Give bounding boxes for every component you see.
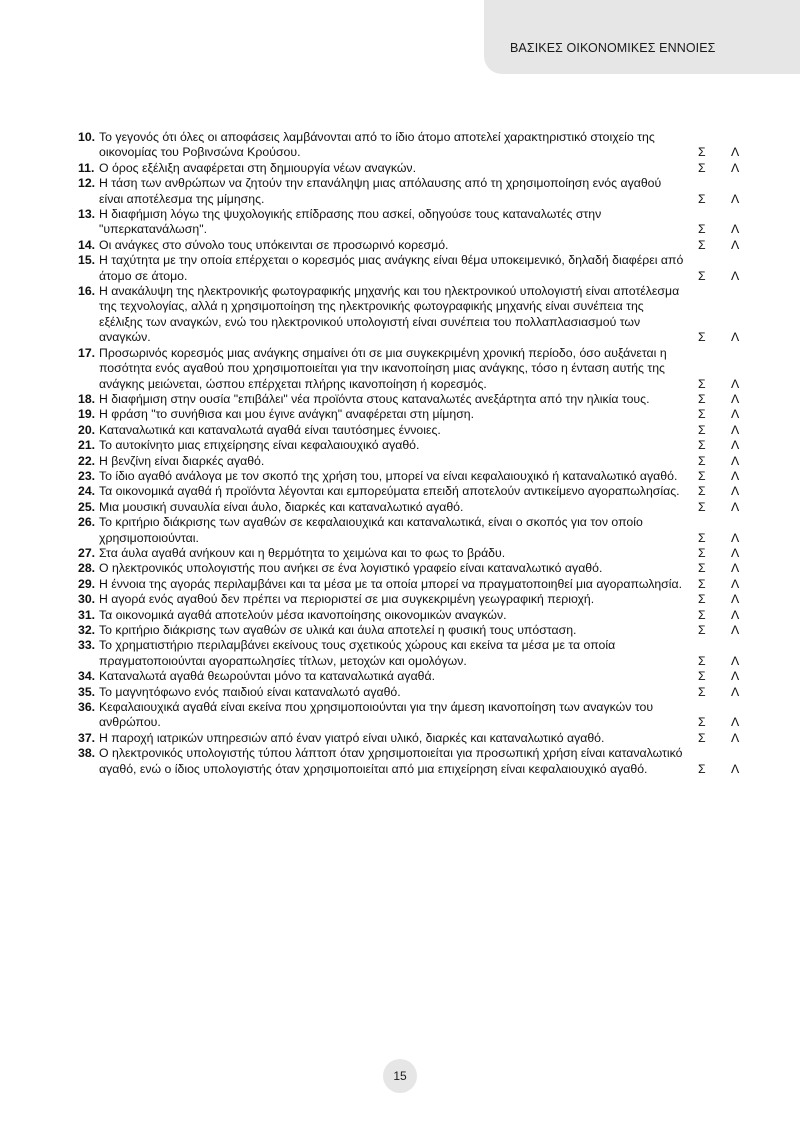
- true-option[interactable]: Σ: [698, 592, 706, 607]
- question-12: [78, 176, 748, 207]
- question-14: [78, 238, 748, 253]
- question-15: [78, 253, 748, 284]
- true-option[interactable]: Σ: [698, 499, 706, 514]
- question-30: [78, 592, 748, 607]
- question-number: 12.: [78, 176, 96, 191]
- question-text: Το αυτοκίνητο μιας επιχείρησης είναι κεφαλαιουχικό αγαθό.: [99, 438, 420, 453]
- question-number: 36.: [78, 700, 96, 715]
- false-option[interactable]: Λ: [731, 468, 740, 483]
- true-option[interactable]: Σ: [698, 160, 706, 175]
- question-list: [78, 130, 748, 777]
- false-option[interactable]: Λ: [731, 422, 740, 437]
- question-number: 21.: [78, 438, 96, 453]
- false-option[interactable]: Λ: [731, 530, 740, 545]
- false-option[interactable]: Λ: [731, 545, 740, 560]
- question-36: [78, 700, 748, 731]
- question-number: 19.: [78, 407, 96, 422]
- true-option[interactable]: Σ: [698, 237, 706, 252]
- question-number: 31.: [78, 607, 96, 622]
- question-10: [78, 130, 748, 161]
- true-option[interactable]: Σ: [698, 330, 706, 345]
- question-17: [78, 346, 748, 392]
- false-option[interactable]: Λ: [731, 730, 740, 745]
- question-number: 33.: [78, 638, 96, 653]
- question-24: [78, 484, 748, 499]
- question-text: Η φράση "το συνήθισα και μου έγινε ανάγκη" αναφέρεται στη μίμηση.: [99, 407, 475, 422]
- question-text: Καταναλωτά αγαθά θεωρούνται μόνο τα καταναλωτικά αγαθά.: [99, 669, 436, 684]
- question-29: [78, 577, 748, 592]
- true-option[interactable]: Σ: [698, 623, 706, 637]
- question-number: 20.: [78, 422, 96, 437]
- true-option[interactable]: Σ: [698, 407, 706, 422]
- question-text: Το μαγνητόφωνο ενός παιδιού είναι καταναλωτό αγαθό.: [99, 684, 401, 699]
- question-number: 34.: [78, 669, 96, 684]
- true-option[interactable]: Σ: [698, 145, 706, 160]
- question-text: Στα άυλα αγαθά ανήκουν και η θερμότητα το χειμώνα και το φως το βράδυ.: [99, 545, 506, 560]
- false-option[interactable]: Λ: [731, 669, 740, 684]
- question-31: [78, 608, 748, 623]
- false-option[interactable]: Λ: [731, 268, 740, 283]
- question-38: [78, 746, 748, 777]
- false-option[interactable]: Λ: [731, 191, 740, 206]
- question-text: Η διαφήμιση λόγω της ψυχολογικής επίδρασης που ασκεί, οδηγούσε τους καταναλωτές στην "υπερκατανάλωση".: [99, 207, 602, 237]
- question-text: Το γεγονός ότι όλες οι αποφάσεις λαμβάνονται από το ίδιο άτομο αποτελεί χαρακτηριστικό στοιχείο της οικονομίας του Ροβινσώνα Κρούσου.: [99, 130, 655, 160]
- question-text: Προσωρινός κορεσμός μιας ανάγκης σημαίνει ότι σε μια συγκεκριμένη χρονική περίοδο, όσο αυξάνεται η ποσότητα ενός αγαθού που χρησιμοποιείται για την ικανοποίηση μιας ανάγκης, τόσο η ένταση αυτής της ανάγκης μειώνεται, ώσπου επέρχεται πλήρης ικανοποίηση ή κορεσμός.: [99, 345, 667, 391]
- question-text: Η βενζίνη είναι διαρκές αγαθό.: [99, 453, 265, 468]
- question-number: 23.: [78, 468, 96, 483]
- true-option[interactable]: Σ: [698, 438, 706, 453]
- chapter-title: ΒΑΣΙΚΕΣ ΟΙΚΟΝΟΜΙΚΕΣ ΕΝΝΟΙΕΣ: [510, 41, 716, 55]
- false-option[interactable]: Λ: [731, 438, 740, 453]
- true-option[interactable]: Σ: [698, 468, 706, 483]
- true-option[interactable]: Σ: [698, 669, 706, 684]
- false-option[interactable]: Λ: [731, 222, 740, 237]
- true-option[interactable]: Σ: [698, 191, 706, 206]
- question-22: [78, 454, 748, 469]
- question-number: 30.: [78, 592, 96, 607]
- question-18: [78, 392, 748, 407]
- true-option[interactable]: Σ: [698, 761, 706, 776]
- question-text: Μια μουσική συναυλία είναι άυλο, διαρκές και καταναλωτικό αγαθό.: [99, 499, 464, 514]
- true-option[interactable]: Σ: [698, 561, 706, 576]
- page-number: 15: [383, 1059, 417, 1093]
- question-26: [78, 515, 748, 546]
- false-option[interactable]: Λ: [731, 145, 740, 160]
- question-number: 29.: [78, 576, 96, 591]
- question-20: [78, 423, 748, 438]
- false-option[interactable]: Λ: [731, 684, 740, 699]
- question-35: [78, 685, 748, 700]
- false-option[interactable]: Λ: [731, 592, 740, 607]
- question-text: Το κριτήριο διάκρισης των αγαθών σε κεφαλαιουχικά και καταναλωτικά, είναι ο σκοπός για τον οποίο χρησιμοποιούνται.: [99, 515, 643, 545]
- question-text: Η ανακάλυψη της ηλεκτρονικής φωτογραφικής μηχανής και του ηλεκτρονικού υπολογιστή είναι αποτέλεσμα της τεχνολογίας, αλλά η χρησιμοποίηση της ηλεκτρονικής φωτογραφικής μηχανής είναι συνέπεια της εξέλιξης των αναγκών, ενώ του ηλεκτρονικού υπολογιστή είναι συνέπεια του πολλαπλασιασμού των αναγκών.: [99, 284, 680, 345]
- question-number: 11.: [78, 160, 95, 175]
- true-option[interactable]: Σ: [698, 715, 706, 730]
- header-tab: [484, 0, 800, 74]
- question-number: 28.: [78, 561, 96, 576]
- question-number: 26.: [78, 515, 96, 530]
- false-option[interactable]: Λ: [731, 499, 740, 514]
- question-text: Η διαφήμιση στην ουσία "επιβάλει" νέα προϊόντα στους καταναλωτές ανεξάρτητα από την ηλικία τους.: [99, 391, 650, 406]
- question-34: [78, 669, 748, 684]
- true-option[interactable]: Σ: [698, 222, 706, 237]
- question-19: [78, 407, 748, 422]
- question-text: Το χρηματιστήριο περιλαμβάνει εκείνους τους σχετικούς χώρους και εκείνα τα μέσα με τα οποία πραγματοποιούνται αγοραπωλησίες τίτλων, μετοχών και ομολόγων.: [99, 638, 616, 668]
- question-text: Ο όρος εξέλιξη αναφέρεται στη δημιουργία νέων αναγκών.: [99, 160, 416, 175]
- false-option[interactable]: Λ: [731, 653, 740, 668]
- question-37: [78, 731, 748, 746]
- question-21: [78, 438, 748, 453]
- question-28: [78, 561, 748, 576]
- question-text: Το ίδιο αγαθό ανάλογα με τον σκοπό της χρήση του, μπορεί να είναι κεφαλαιουχικό ή καταναλωτικό αγαθό.: [99, 468, 678, 483]
- question-33: [78, 638, 748, 669]
- question-23: [78, 469, 748, 484]
- false-option[interactable]: Λ: [731, 407, 740, 422]
- true-option[interactable]: Σ: [698, 607, 706, 622]
- question-13: [78, 207, 748, 238]
- question-text: Η τάση των ανθρώπων να ζητούν την επανάληψη μιας απόλαυσης από τη χρησιμοποίηση ενός αγαθού είναι αποτέλεσμα της μίμησης.: [99, 176, 662, 206]
- false-option[interactable]: Λ: [731, 576, 740, 591]
- question-number: 38.: [78, 746, 96, 761]
- question-text: Τα οικονομικά αγαθά αποτελούν μέσα ικανοποίησης οικονομικών αναγκών.: [99, 607, 507, 622]
- question-text: Κεφαλαιουχικά αγαθά είναι εκείνα που χρησιμοποιούνται για την άμεση ικανοποίηση των αναγκών του ανθρώπου.: [99, 700, 654, 730]
- false-option[interactable]: Λ: [731, 715, 740, 730]
- question-text: Ο ηλεκτρονικός υπολογιστής τύπου λάπτοπ όταν χρησιμοποιείται για προσωπική χρήση είναι καταναλωτικό αγαθό, ενώ ο ίδιος υπολογιστής όταν χρησιμοποιείται από μια επιχείρηση είναι κεφαλαιουχικό αγαθό.: [99, 746, 683, 776]
- question-number: 18.: [78, 391, 96, 406]
- question-text: Η έννοια της αγοράς περιλαμβάνει και τα μέσα με τα οποία μπορεί να πραγματοποιηθεί μια αγοραπωλησία.: [99, 576, 683, 591]
- question-number: 24.: [78, 484, 96, 499]
- false-option[interactable]: Λ: [731, 607, 740, 622]
- false-option[interactable]: Λ: [731, 561, 740, 576]
- true-option[interactable]: Σ: [698, 653, 706, 668]
- true-option[interactable]: Σ: [698, 268, 706, 283]
- true-option[interactable]: Σ: [698, 376, 706, 391]
- question-27: [78, 546, 748, 561]
- true-option[interactable]: Σ: [698, 530, 706, 545]
- question-text: Καταναλωτικά και καταναλωτά αγαθά είναι ταυτόσημες έννοιες.: [99, 422, 441, 437]
- question-25: [78, 500, 748, 515]
- question-text: Το κριτήριο διάκρισης των αγαθών σε υλικά και άυλα αποτελεί η φυσική τους υπόσταση.: [99, 623, 577, 637]
- true-option[interactable]: Σ: [698, 484, 706, 499]
- question-text: Η ταχύτητα με την οποία επέρχεται ο κορεσμός μιας ανάγκης είναι θέμα υποκειμενικό, δηλαδή διαφέρει από άτομο σε άτομο.: [99, 253, 684, 283]
- question-number: 32.: [78, 623, 96, 637]
- true-option[interactable]: Σ: [698, 453, 706, 468]
- false-option[interactable]: Λ: [731, 160, 740, 175]
- true-option[interactable]: Σ: [698, 730, 706, 745]
- question-number: 35.: [78, 684, 96, 699]
- false-option[interactable]: Λ: [731, 391, 740, 406]
- true-option[interactable]: Σ: [698, 545, 706, 560]
- question-number: 22.: [78, 453, 96, 468]
- question-32: [78, 623, 748, 638]
- false-option[interactable]: Λ: [731, 761, 740, 776]
- true-option[interactable]: Σ: [698, 684, 706, 699]
- false-option[interactable]: Λ: [731, 330, 740, 345]
- false-option[interactable]: Λ: [731, 237, 740, 252]
- question-number: 10.: [78, 130, 96, 144]
- question-number: 37.: [78, 730, 96, 745]
- question-number: 17.: [78, 345, 96, 360]
- false-option[interactable]: Λ: [731, 623, 740, 637]
- question-text: Η παροχή ιατρικών υπηρεσιών από έναν γιατρό είναι υλικό, διαρκές και καταναλωτικό αγαθό.: [99, 730, 605, 745]
- question-11: [78, 161, 748, 176]
- question-16: [78, 284, 748, 346]
- question-number: 27.: [78, 545, 96, 560]
- true-option[interactable]: Σ: [698, 422, 706, 437]
- true-option[interactable]: Σ: [698, 576, 706, 591]
- question-text: Τα οικονομικά αγαθά ή προϊόντα λέγονται και εμπορεύματα επειδή αποτελούν αντικείμενο αγοραπωλησίας.: [99, 484, 680, 499]
- false-option[interactable]: Λ: [731, 376, 740, 391]
- question-number: 16.: [78, 284, 96, 299]
- question-number: 15.: [78, 253, 96, 268]
- false-option[interactable]: Λ: [731, 484, 740, 499]
- question-number: 25.: [78, 499, 96, 514]
- question-number: 14.: [78, 237, 96, 252]
- question-text: Ο ηλεκτρονικός υπολογιστής που ανήκει σε ένα λογιστικό γραφείο είναι καταναλωτικό αγαθό.: [99, 561, 603, 576]
- question-text: Η αγορά ενός αγαθού δεν πρέπει να περιοριστεί σε μια συγκεκριμένη γεωγραφική περιοχή.: [99, 592, 595, 607]
- question-number: 13.: [78, 207, 96, 222]
- false-option[interactable]: Λ: [731, 453, 740, 468]
- true-option[interactable]: Σ: [698, 391, 706, 406]
- question-text: Οι ανάγκες στο σύνολο τους υπόκεινται σε προσωρινό κορεσμό.: [99, 237, 449, 252]
